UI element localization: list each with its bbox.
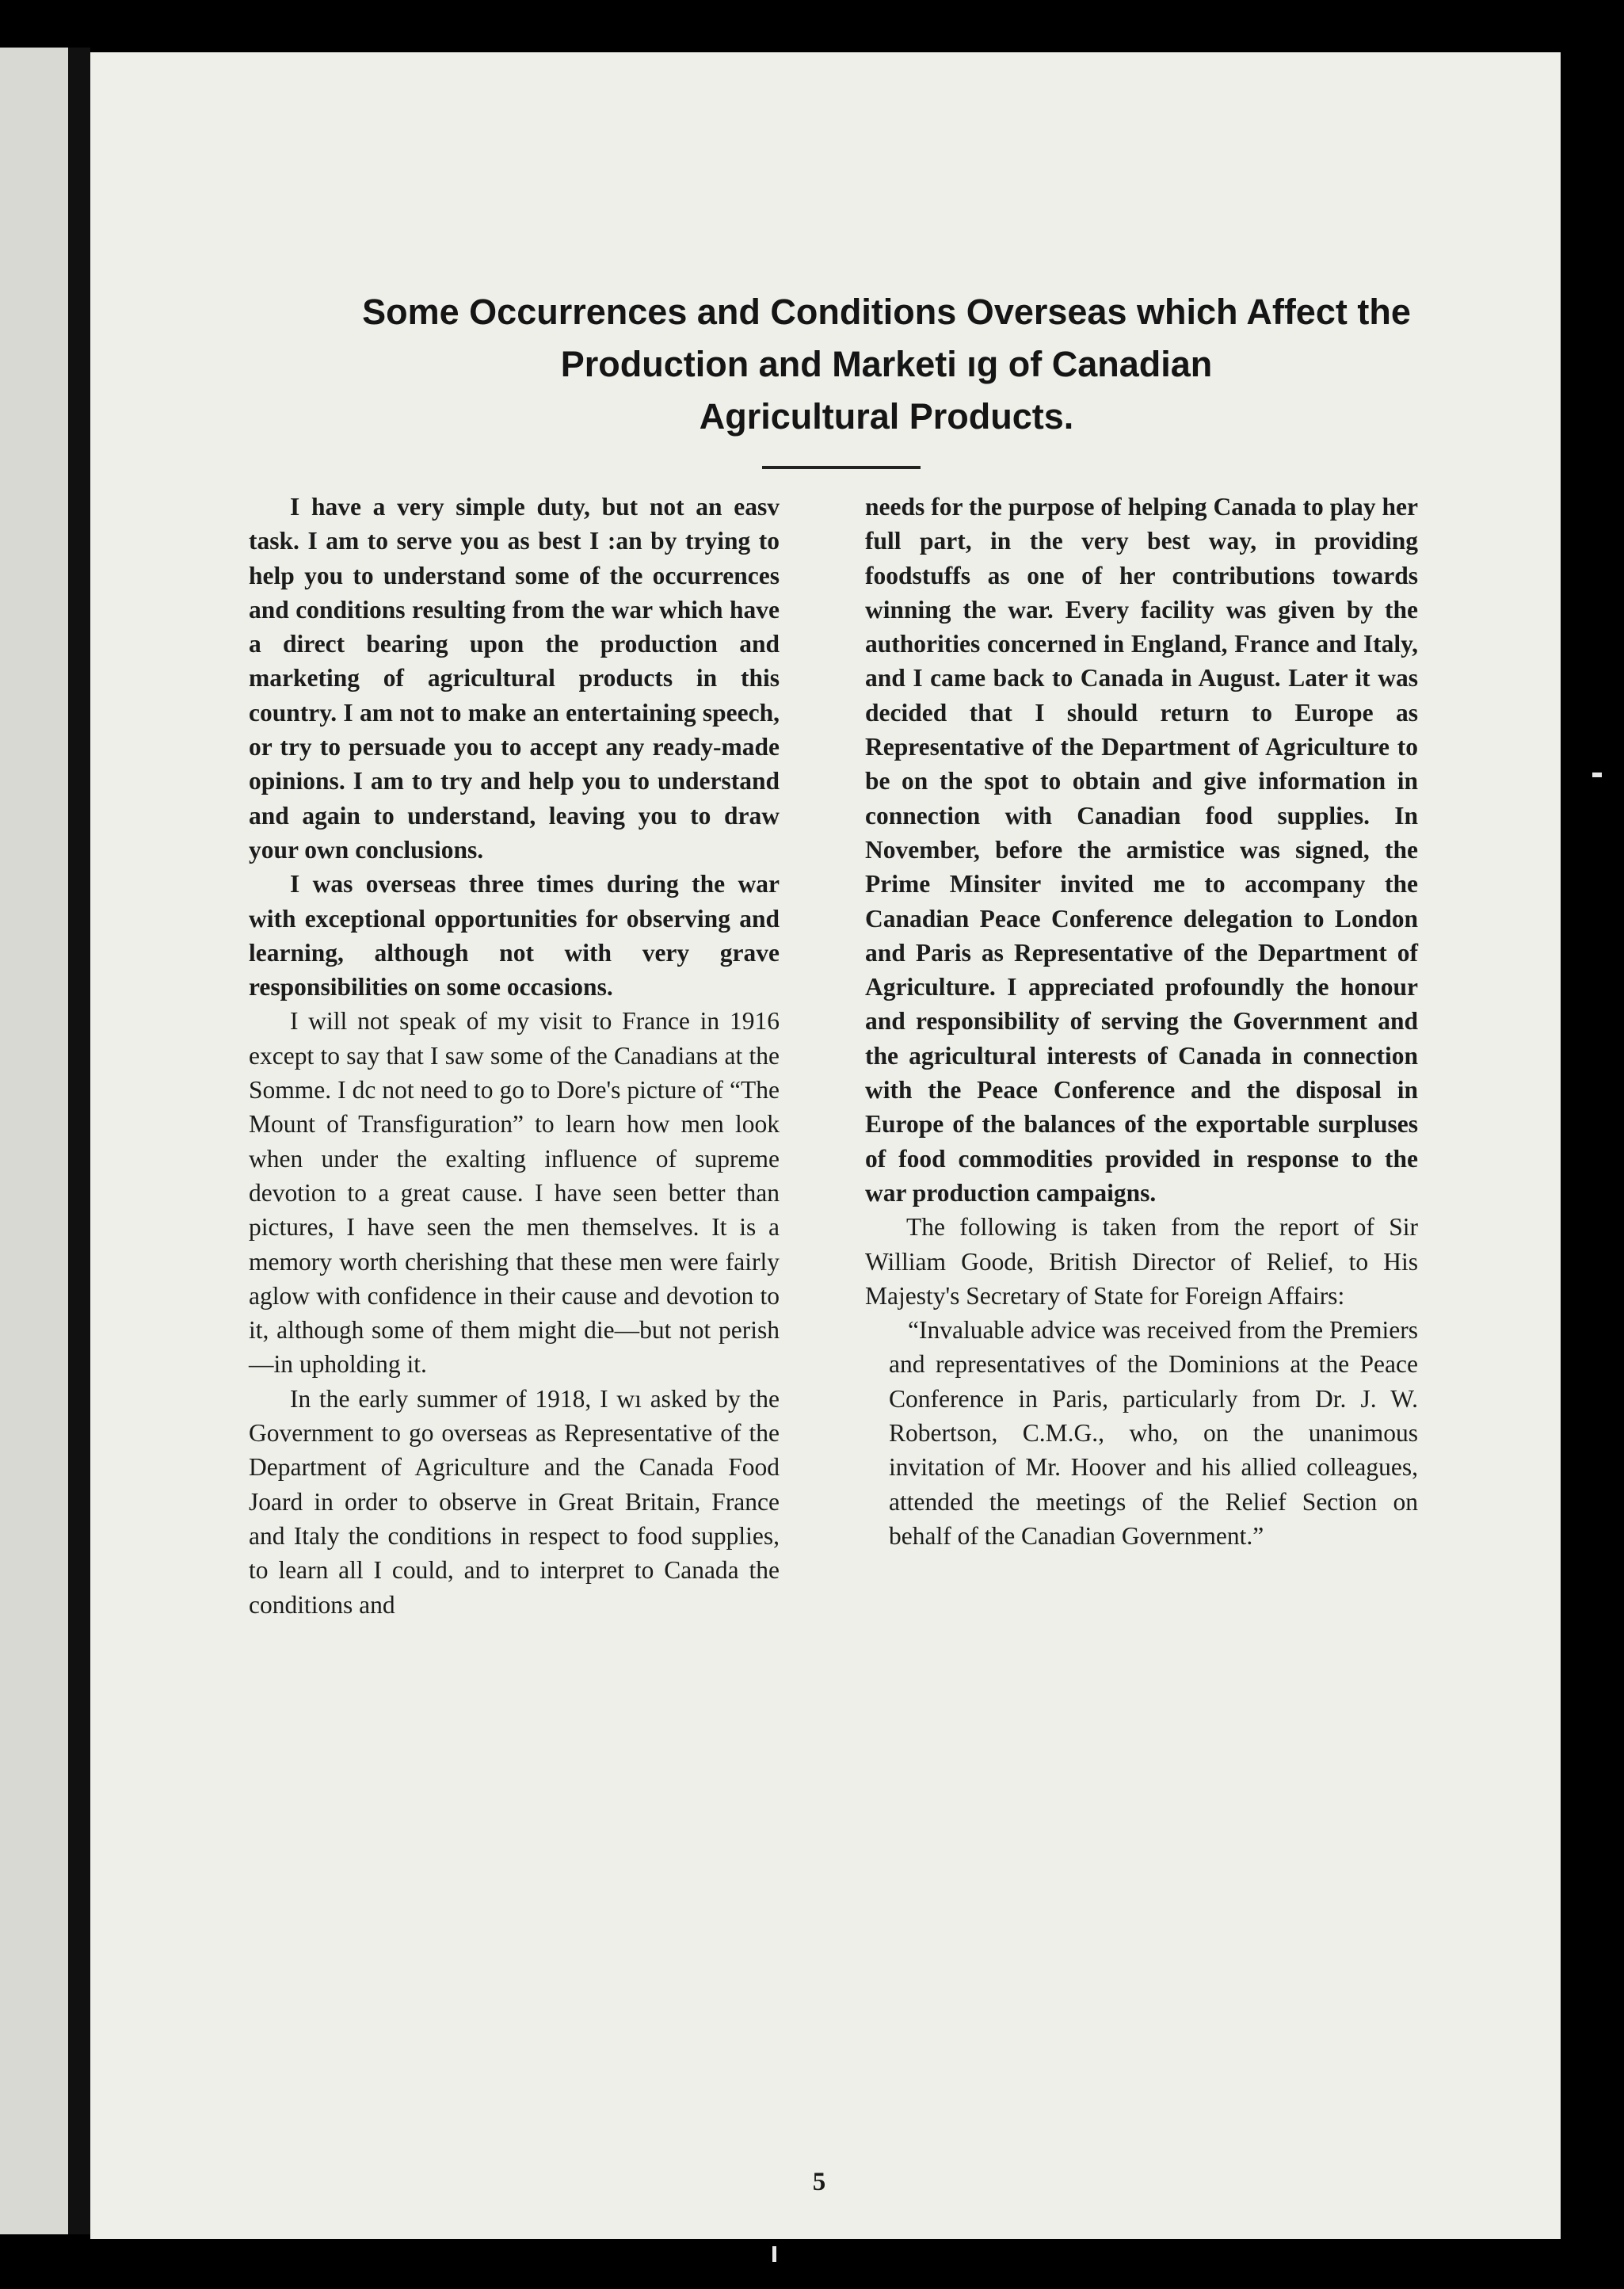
paragraph: I was overseas three times during the war with exceptional opportunities for observing and learning, although not with very grave responsibilities on some occasions. xyxy=(249,870,780,1001)
paragraph: I will not speak of my visit to France in 1916 except to say that I saw some of the Canadians at the Somme. I dc not need to go to Dore's picture of “The Mount of Transfiguration” to learn how men look when under the exalting influence of supreme devotion to a great cause. I have seen better than pictures, I have seen the men themselves. It is a memory worth cherishing that these men were fairly aglow with confidence in their cause and devotion to it, although some of them might die—but not perish—in upholding it. xyxy=(249,1007,780,1379)
paragraph: I have a very simple duty, but not an easv task. I am to serve you as best I :an by trying to help you to understand some of the occurrences and conditions resulting from the war which have a direct bearing upon the production and marketing of agricultural products in this country. I am not to make an entertaining speech, or try to persuade you to accept any ready-made opinions. I am to try and help you to understand and again to understand, leaving you to draw your own conclusions. xyxy=(249,493,780,864)
title-line-2: Production and Marketi ıg of Canadian xyxy=(560,344,1213,384)
paragraph: needs for the purpose of helping Canada to play her full part, in the very best way, in providing foodstuffs as one of her contributions towards winning the war. Every facility was given by the authorities concerned in England, France and Italy, and I came back to Canada in August. Later it was decided that I should return to Europe as Representative of the Department of Agriculture to be on the spot to obtain and give information in connection with Canadian food supplies. In November, before the armistice was signed, the Prime Minsiter invited me to accompany the Canadian Peace Conference delegation to London and Paris as Representative of the Department of Agriculture. I appreciated profoundly the honour and responsibility of serving the Government and the agricultural interests of Canada in connection with the Peace Conference and the disposal in Europe of the balances of the exportable surpluses of food commodities provided in response to the war production campaigns. xyxy=(865,493,1418,1207)
block-quote: “Invaluable advice was received from the Premiers and representatives of the Dominions at the Peace Conference in Paris, particularly from Dr. J. W. Robertson, C.M.G., who, on the unanimous invitation of Mr. Hoover and his allied colleagues, attended the meetings of the Relief Section on behalf of the Canadian Government.” xyxy=(889,1316,1418,1550)
adjacent-page-edge xyxy=(0,48,79,2234)
paragraph: In the early summer of 1918, I wı asked by the Government to go overseas as Representative of the Department of Agriculture and the Canada Food Јoard in order to observe in Great Britain, France and Italy the conditions in respect to food supplies, to learn all I could, and to interpret to Canada the conditions and xyxy=(249,1384,780,1619)
title-line-3: Agricultural Products. xyxy=(699,396,1074,437)
left-column xyxy=(249,490,780,1622)
right-column xyxy=(865,490,1418,1553)
title-line-1: Some Occurrences and Conditions Overseas which Affect the xyxy=(362,292,1411,332)
paragraph: The following is taken from the report of Sir William Goode, British Director of Relief, to His Majesty's Secretary of State for Foreign Affairs: xyxy=(865,1213,1418,1310)
title-divider xyxy=(762,466,921,469)
scan-speck xyxy=(1592,773,1602,777)
page-title xyxy=(257,286,1516,443)
page-number: 5 xyxy=(812,2168,826,2196)
scan-speck xyxy=(772,2246,776,2262)
binding-shadow xyxy=(68,48,90,2234)
document-page xyxy=(90,52,1561,2239)
